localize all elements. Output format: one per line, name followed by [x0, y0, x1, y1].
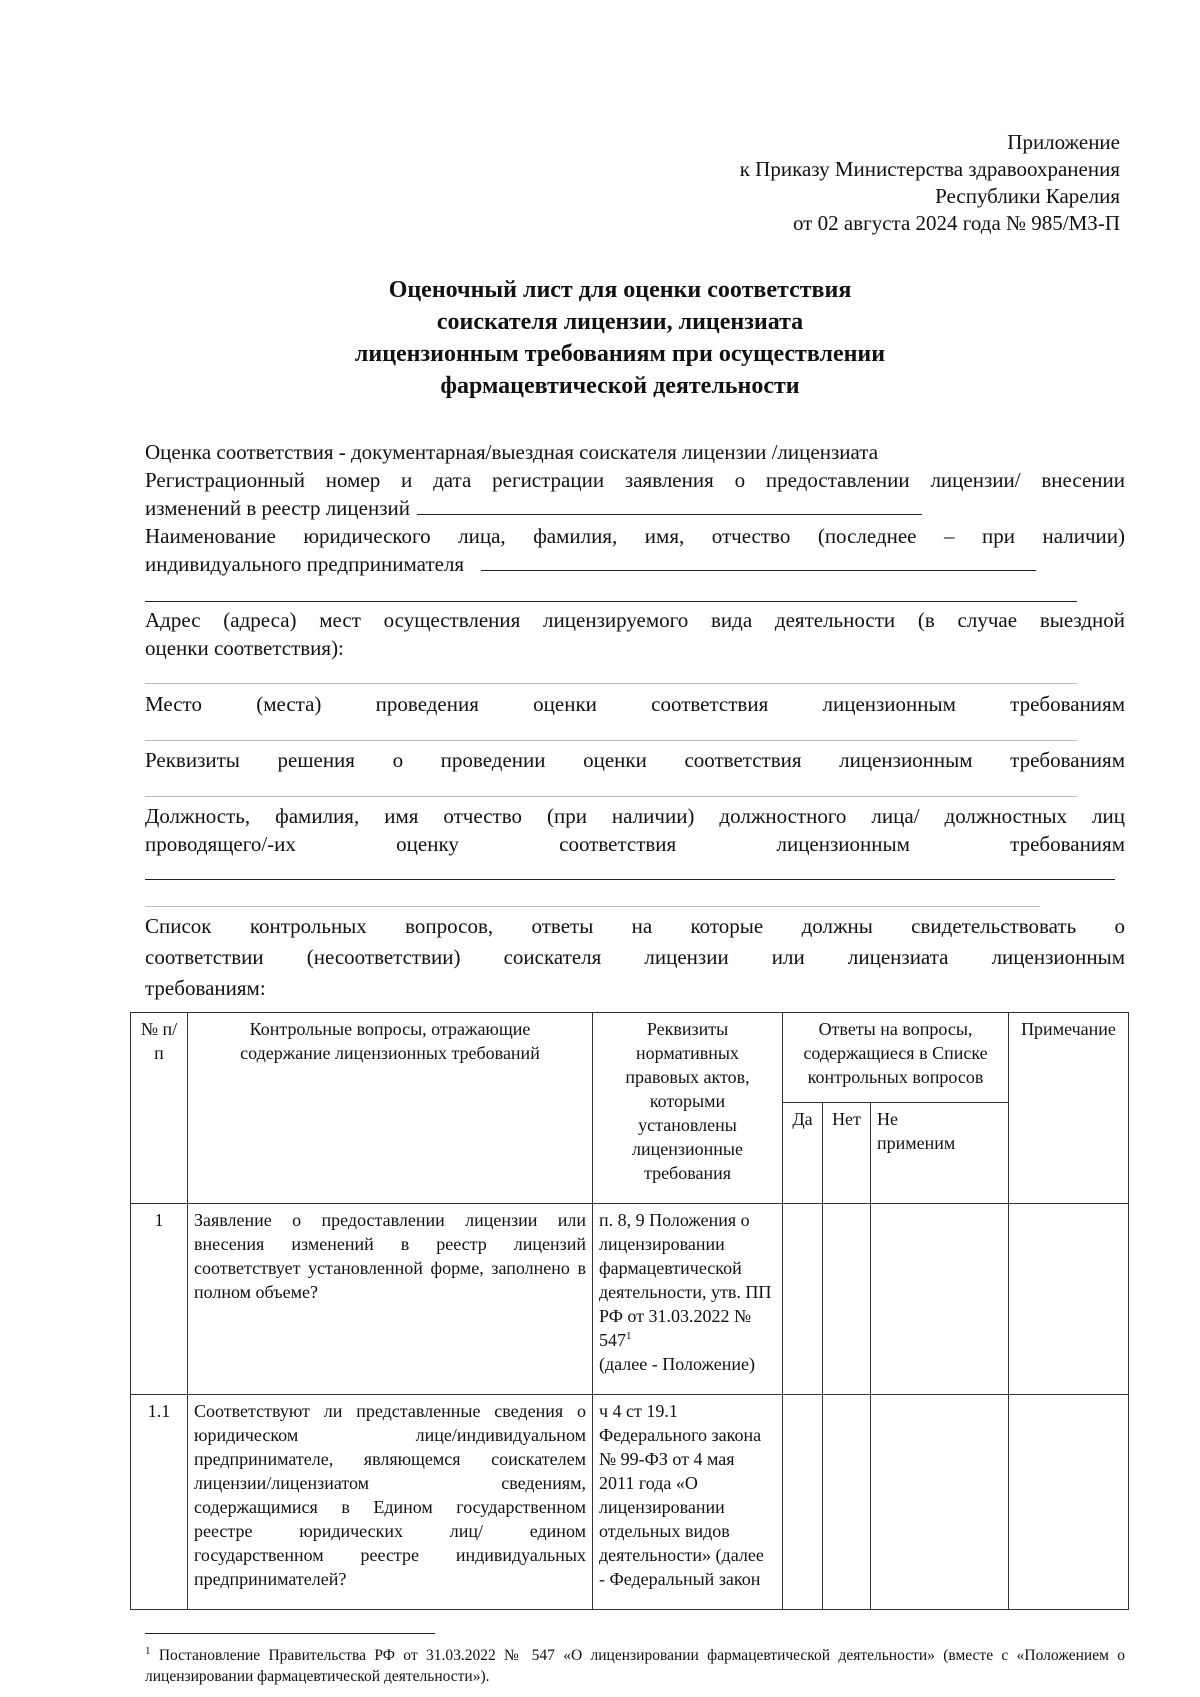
answer-no-cell[interactable] [823, 1204, 871, 1395]
officials-label-cont: проводящего/-их оценку соответствия лицензионным требованиям [145, 832, 1125, 856]
header-requisites: Реквизиты нормативных правовых актов, которыми установлены лицензионные требования [593, 1013, 783, 1204]
questions-list-label-cont: соответствии (несоответствии) соискателя лицензии или лицензиата лицензионным [145, 945, 1125, 969]
row-requisites [593, 1204, 783, 1395]
answer-no-cell[interactable] [823, 1395, 871, 1610]
appendix-line-2: к Приказу Министерства здравоохранения [739, 157, 1120, 181]
footnote-ref[interactable]: 1 [626, 1330, 632, 1342]
assessment-type: Оценка соответствия - документарная/выездная соискателя лицензии /лицензиата [145, 440, 879, 464]
applicant-name-label: Наименование юридического лица, фамилия, имя, отчество (последнее – при наличии) [145, 524, 1125, 548]
header-answers: Ответы на вопросы, содержащиеся в Списке контрольных вопросов [783, 1013, 1009, 1103]
row-question: Заявление о предоставлении лицензии или внесения изменений в реестр лицензий соответствует установленной форме, заполнено в полном объеме? [188, 1204, 593, 1395]
row-requisites-text: п. 8, 9 Положения о лицензировании фармацевтической деятельности, утв. ПП РФ от 31.03.2022 № 547 [599, 1210, 772, 1350]
reg-number-label: Регистрационный номер и дата регистрации заявления о предоставлении лицензии/ внесении [145, 468, 1125, 492]
table-header-row [131, 1013, 1129, 1103]
appendix-line-4: от 02 августа 2024 года № 985/МЗ-П [792, 211, 1120, 235]
table-row [131, 1395, 1129, 1610]
footnote-mark: 1 [145, 1644, 151, 1657]
header-yes: Да [783, 1103, 823, 1204]
reg-number-label-cont [145, 494, 1125, 522]
questions-list-label-end: требованиям: [145, 976, 266, 1000]
checklist-table [130, 1012, 1129, 1610]
applicant-name-label-cont [145, 550, 1125, 578]
assessment-place-label: Место (места) проведения оценки соответствия лицензионным требованиям [145, 692, 1125, 716]
title-line-2: соискателя лицензии, лицензиата [436, 309, 804, 335]
table-row [131, 1204, 1129, 1395]
answer-na-cell[interactable] [871, 1204, 1009, 1395]
answer-yes-cell[interactable] [783, 1395, 823, 1610]
note-cell[interactable] [1009, 1204, 1129, 1395]
address-field[interactable] [145, 683, 1077, 684]
header-question: Контрольные вопросы, отражающие содержание лицензионных требований [188, 1013, 593, 1204]
header-num: № п/п [131, 1013, 188, 1204]
officials-field-2[interactable] [145, 906, 1040, 907]
title-line-3: лицензионным требованиям при осуществлении [354, 341, 886, 367]
appendix-line-3: Республики Карелия [935, 184, 1120, 208]
row-requisites: ч 4 ст 19.1 Федерального закона № 99-ФЗ от 4 мая 2011 года «О лицензировании отдельных видов деятельности» (далее - Федеральный закон [593, 1395, 783, 1610]
officials-field[interactable] [145, 879, 1115, 880]
answer-yes-cell[interactable] [783, 1204, 823, 1395]
decision-field[interactable] [145, 796, 1077, 797]
answer-na-cell[interactable] [871, 1395, 1009, 1610]
reg-number-field[interactable] [417, 494, 922, 515]
applicant-name-label-text: индивидуального предпринимателя [145, 552, 465, 576]
reg-number-label-text: изменений в реестр лицензий [145, 496, 410, 520]
applicant-name-field[interactable] [481, 550, 1036, 571]
header-note: Примечание [1009, 1013, 1129, 1204]
footnote-separator [145, 1633, 435, 1634]
row-num: 1.1 [131, 1395, 188, 1610]
title-line-1: Оценочный лист для оценки соответствия [388, 277, 852, 303]
header-no: Нет [823, 1103, 871, 1204]
footnote [145, 1645, 1125, 1687]
officials-label: Должность, фамилия, имя отчество (при наличии) должностного лица/ должностных лиц [145, 804, 1125, 828]
assessment-place-field[interactable] [145, 740, 1077, 741]
note-cell[interactable] [1009, 1395, 1129, 1610]
row-requisites-tail: (далее - Положение) [599, 1354, 755, 1374]
appendix-line-1: Приложение [1007, 130, 1120, 154]
applicant-name-field-2[interactable] [145, 601, 1077, 602]
address-label-cont: оценки соответствия): [145, 636, 344, 660]
decision-label: Реквизиты решения о проведении оценки соответствия лицензионным требованиям [145, 748, 1125, 772]
address-label: Адрес (адреса) мест осуществления лицензируемого вида деятельности (в случае выездной [145, 608, 1125, 632]
row-question: Соответствуют ли представленные сведения о юридическом лице/индивидуальном предпринимателе, являющемся соискателем лицензии/лицензиатом сведениям, содержащимися в Едином государственном реестре юридических лиц/ едином государственном реестре индивидуальных предпринимателей? [188, 1395, 593, 1610]
footnote-text: Постановление Правительства РФ от 31.03.2022 № 547 «О лицензировании фармацевтической деятельности» (вместе с «Положением о лицензировании фармацевтической деятельности»). [145, 1647, 1125, 1685]
title-line-4: фармацевтической деятельности [440, 373, 800, 399]
header-not-applicable: Не применим [871, 1103, 1009, 1204]
row-num: 1 [131, 1204, 188, 1395]
questions-list-label: Список контрольных вопросов, ответы на которые должны свидетельствовать о [145, 914, 1125, 938]
